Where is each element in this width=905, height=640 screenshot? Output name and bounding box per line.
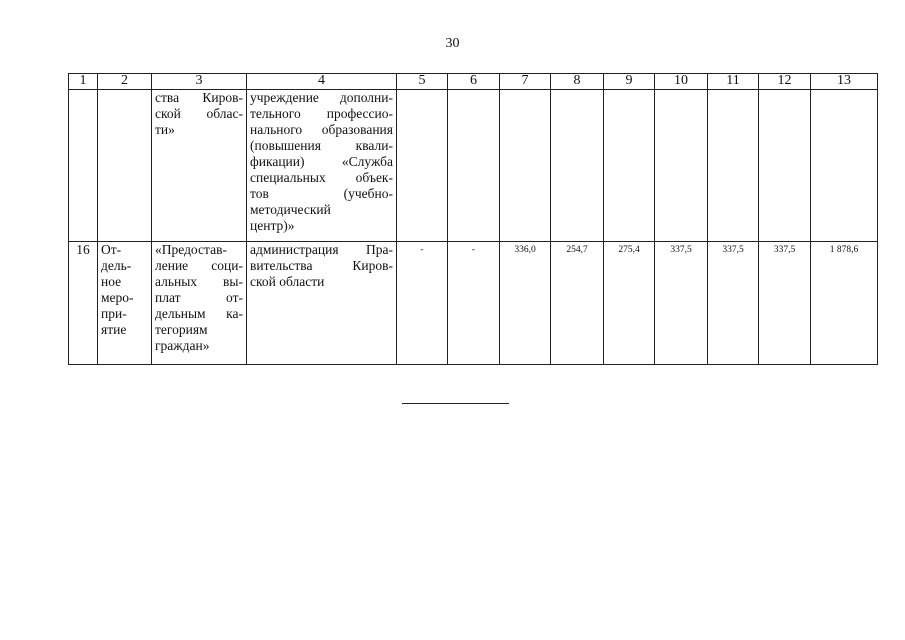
value-cell: 1 878,6 [811, 242, 878, 365]
value-cell [708, 90, 759, 242]
cell-text-line: От- [101, 242, 122, 257]
value-cell: 275,4 [604, 242, 655, 365]
value-cell [448, 90, 500, 242]
column-header: 9 [604, 74, 655, 90]
column-header: 6 [448, 74, 500, 90]
row-number-cell [69, 90, 98, 242]
value-cell: 337,5 [708, 242, 759, 365]
value-cell: - [397, 242, 448, 365]
cell-text-line: ятие [101, 322, 127, 337]
column-header: 11 [708, 74, 759, 90]
value-cell [397, 90, 448, 242]
column-header: 1 [69, 74, 98, 90]
cell-text-line: тельного профессио- [250, 106, 393, 121]
cell-text-line: учреждение дополни- [250, 90, 393, 105]
value-cell [655, 90, 708, 242]
value-cell [759, 90, 811, 242]
cell-text-line: ства Киров- [155, 90, 243, 105]
cell-text-line: тов (учебно- [250, 186, 393, 201]
cell-text-line: методический [250, 202, 331, 217]
cell-text-line: ление соци- [155, 258, 243, 273]
column-header: 3 [152, 74, 247, 90]
value-cell [811, 90, 878, 242]
table-row [69, 90, 878, 242]
value-cell: 254,7 [551, 242, 604, 365]
value-cell [551, 90, 604, 242]
column-header: 8 [551, 74, 604, 90]
value-cell: - [448, 242, 500, 365]
cell-text-line: ской облас- [155, 106, 243, 121]
status-cell [98, 90, 152, 242]
table-header-row [69, 74, 878, 90]
cell-text-line: тегориям [155, 322, 208, 337]
cell-text-line: фикации) «Служба [250, 154, 393, 169]
cell-text-line: плат от- [155, 290, 243, 305]
cell-text-line: администрация Пра- [250, 242, 393, 257]
program-name-cell [152, 242, 247, 365]
cell-text-line: центр)» [250, 218, 295, 233]
value-cell: 337,5 [759, 242, 811, 365]
value-cell: 337,5 [655, 242, 708, 365]
table-row [69, 242, 878, 365]
column-header: 4 [247, 74, 397, 90]
cell-text-line: граждан» [155, 338, 210, 353]
cell-text-line: при- [101, 306, 127, 321]
column-header: 13 [811, 74, 878, 90]
column-header: 7 [500, 74, 551, 90]
cell-text-line: (повышения квали- [250, 138, 393, 153]
value-cell [500, 90, 551, 242]
cell-text-line: ской области [250, 274, 325, 289]
end-rule [402, 403, 509, 404]
cell-text-line: специальных объек- [250, 170, 393, 185]
value-cell: 336,0 [500, 242, 551, 365]
cell-text-line: нального образования [250, 122, 393, 137]
cell-text-line: альных вы- [155, 274, 243, 289]
column-header: 12 [759, 74, 811, 90]
cell-text-line: вительства Киров- [250, 258, 393, 273]
executor-cell [247, 242, 397, 365]
data-table [68, 73, 878, 365]
page-number: 30 [445, 36, 460, 51]
cell-text-line: меро- [101, 290, 134, 305]
executor-cell [247, 90, 397, 242]
row-number-cell: 16 [69, 242, 98, 365]
cell-text-line: ти» [155, 122, 175, 137]
cell-text-line: дельным ка- [155, 306, 243, 321]
cell-text-line: ное [101, 274, 122, 289]
program-name-cell [152, 90, 247, 242]
cell-text-line: дель- [101, 258, 132, 273]
status-cell [98, 242, 152, 365]
value-cell [604, 90, 655, 242]
cell-text-line: «Предостав- [155, 242, 227, 257]
column-header: 10 [655, 74, 708, 90]
column-header: 5 [397, 74, 448, 90]
column-header: 2 [98, 74, 152, 90]
